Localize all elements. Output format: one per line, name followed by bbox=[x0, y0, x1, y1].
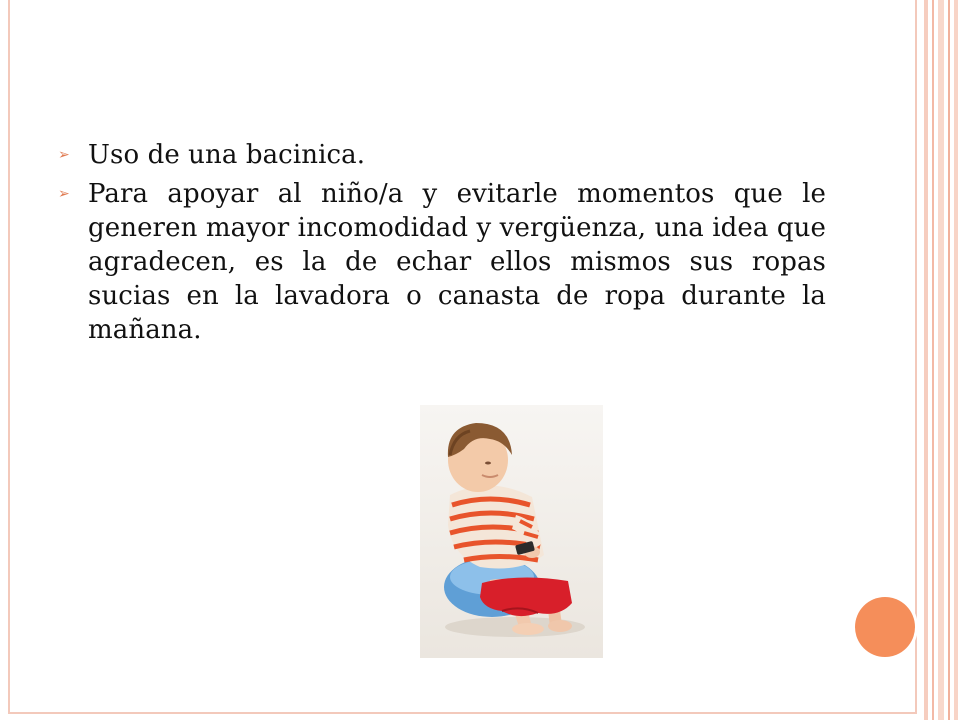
child-on-potty-photo bbox=[420, 405, 603, 658]
bullet-item bbox=[58, 138, 826, 172]
bullet-item bbox=[58, 177, 826, 347]
slide-content bbox=[58, 138, 826, 352]
arrow-bullet-icon: ➢ bbox=[58, 186, 70, 202]
arrow-bullet-icon: ➢ bbox=[58, 147, 70, 163]
orange-accent-circle bbox=[855, 597, 915, 657]
bullet-text: Uso de una bacinica. bbox=[88, 140, 366, 170]
decorative-stripes bbox=[918, 0, 960, 720]
bullet-text: Para apoyar al niño/a y evitarle momentos que le generen mayor incomodidad y vergüenza, una idea que agradecen, es la de echar ellos mismos sus ropas sucias en la lavadora o canasta de ropa durante la mañana. bbox=[88, 179, 826, 345]
